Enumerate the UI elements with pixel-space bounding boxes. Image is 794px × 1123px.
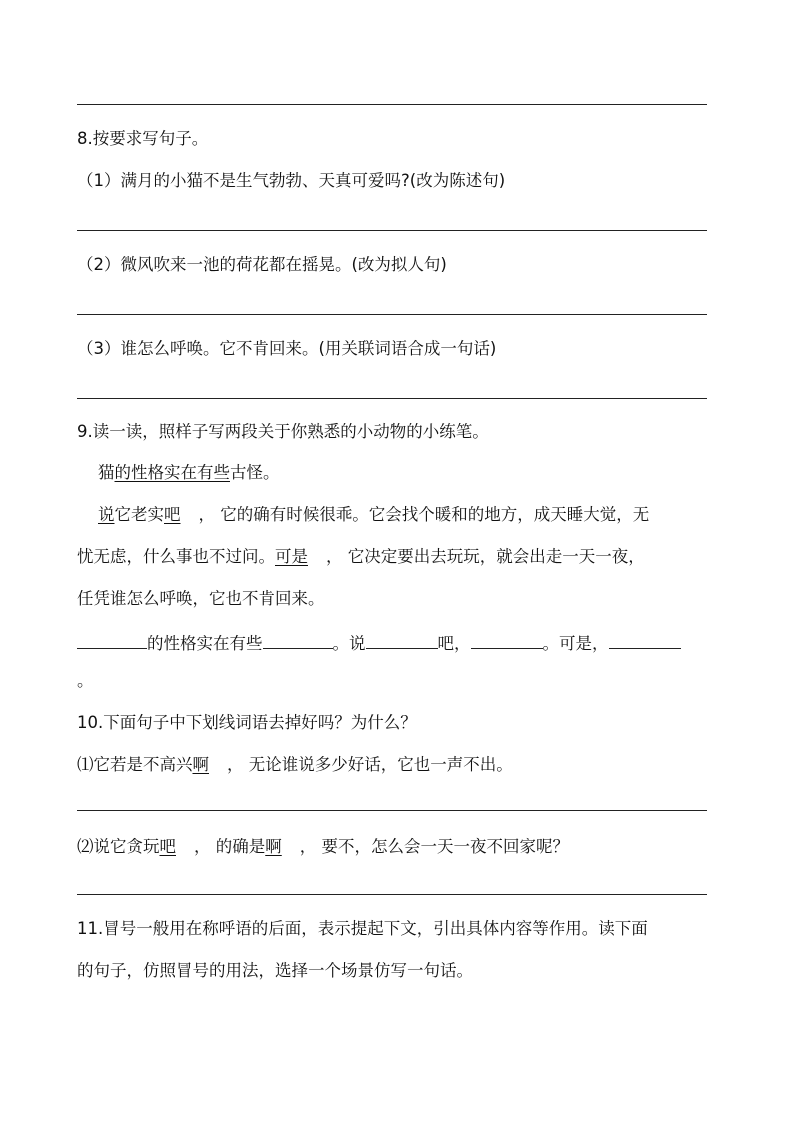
- example-text: 猫: [98, 463, 115, 482]
- q9-example-line-1: [98, 462, 280, 484]
- underlined-word: 啊: [265, 837, 282, 856]
- q8-sentence-2: （2）微风吹来一池的荷花都在摇晃。(改为拟人句): [77, 255, 447, 274]
- example-text: ， 它决定要出去玩玩，就会出走一天一夜，: [326, 547, 645, 566]
- q9-fill-end: 。: [77, 671, 94, 690]
- q9-example-line-4: 任凭谁怎么呼唤，它也不肯回来。: [77, 589, 325, 608]
- example-text: 古怪。: [230, 463, 280, 482]
- underlined-word: 吧: [159, 837, 176, 856]
- fill-text: 吧，: [437, 634, 471, 653]
- sentence-text: ， 无论谁说多少好话，它也一声不出。: [227, 755, 513, 774]
- example-text: 它老实: [114, 505, 164, 524]
- fill-text: 。可是，: [542, 634, 609, 653]
- answer-line[interactable]: [77, 398, 707, 399]
- q8-sentence-1: （1）满月的小猫不是生气勃勃、天真可爱吗?(改为陈述句): [77, 171, 506, 190]
- q8-title: 8.按要求写句子。: [77, 129, 209, 148]
- example-text: ， 它的确有时候很乖。它会找个暖和的地方，成天睡大觉，无: [198, 505, 650, 524]
- fill-blank[interactable]: [366, 630, 438, 649]
- underlined-word: 啊: [192, 755, 209, 774]
- sentence-text: ⑴它若是不高兴: [77, 755, 193, 774]
- answer-line[interactable]: [77, 230, 707, 231]
- fill-text: 。说: [332, 634, 366, 653]
- q9-example-line-2: [98, 504, 649, 526]
- q10-title: 10.下面句子中下划线词语去掉好吗？为什么？: [77, 713, 417, 732]
- sentence-text: ， 要不，怎么会一天一夜不回家呢？: [299, 837, 569, 856]
- q11-line-2: 的句子，仿照冒号的用法，选择一个场景仿写一句话。: [77, 961, 473, 980]
- sentence-text: ， 的确是: [194, 837, 266, 856]
- fill-blank[interactable]: [471, 630, 543, 649]
- answer-line[interactable]: [77, 894, 707, 895]
- q10-sentence-1: [77, 754, 513, 776]
- underlined-word: 的性格实在有些: [114, 463, 230, 482]
- fill-blank[interactable]: [263, 630, 333, 649]
- fill-blank[interactable]: [77, 630, 147, 649]
- q8-sentence-3: （3）谁怎么呼唤。它不肯回来。(用关联词语合成一句话): [77, 339, 497, 358]
- underlined-word: 可是: [275, 547, 308, 566]
- underlined-word: 说: [98, 505, 115, 524]
- q9-fill-line: [77, 630, 681, 655]
- answer-line[interactable]: [77, 810, 707, 811]
- sentence-text: ⑵说它贪玩: [77, 837, 160, 856]
- q9-example-line-3: [77, 546, 645, 568]
- q10-sentence-2: [77, 836, 569, 858]
- q11-line-1: 11.冒号一般用在称呼语的后面，表示提起下文，引出具体内容等作用。读下面: [77, 919, 648, 938]
- fill-blank[interactable]: [609, 630, 681, 649]
- q9-title: 9.读一读，照样子写两段关于你熟悉的小动物的小练笔。: [77, 422, 489, 441]
- underlined-word: 吧: [164, 505, 181, 524]
- example-text: 忧无虑，什么事也不过问。: [77, 547, 275, 566]
- fill-text: 的性格实在有些: [147, 634, 263, 653]
- answer-line[interactable]: [77, 314, 707, 315]
- answer-line[interactable]: [77, 104, 707, 105]
